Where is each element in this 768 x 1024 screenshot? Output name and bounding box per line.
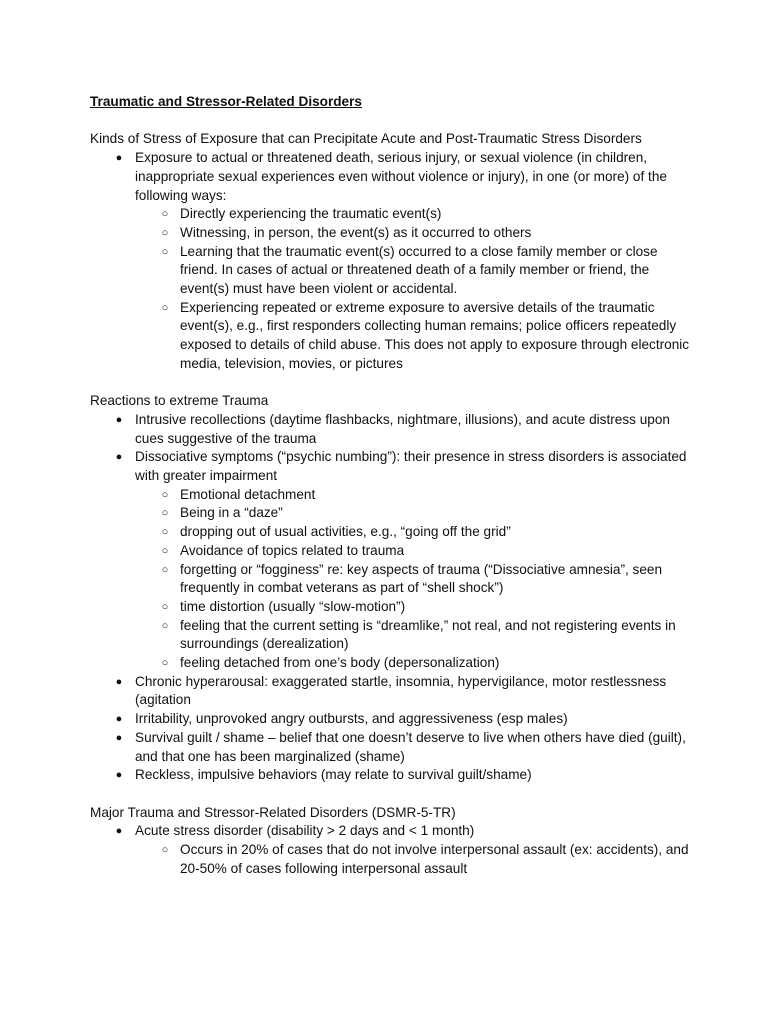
sub-list-item-text: Emotional detachment	[180, 486, 316, 502]
sub-list-item	[90, 504, 690, 523]
sub-list-item-text: time distortion (usually “slow-motion”)	[180, 598, 406, 614]
hollow-bullet-icon: ○	[161, 488, 169, 501]
sub-list-item	[90, 617, 690, 654]
filled-bullet-icon: ●	[115, 769, 123, 782]
sub-list-item-text: forgetting or “fogginess” re: key aspects of trauma (“Dissociative amnesia”, seen frequently in combat veterans as part of “shell shock”)	[180, 561, 663, 596]
list-item-text: Survival guilt / shame – belief that one doesn’t deserve to live when others have died (guilt), and that one has been marginalized (shame)	[135, 729, 686, 764]
filled-bullet-icon: ●	[115, 451, 123, 464]
spacer	[90, 112, 690, 131]
section-heading: Major Trauma and Stressor-Related Disorders (DSMR-5-TR)	[90, 804, 456, 820]
hollow-bullet-icon: ○	[161, 657, 169, 670]
list-item	[90, 729, 690, 766]
bullet-list	[90, 149, 690, 373]
sub-list-item	[90, 523, 690, 542]
sub-list-item-text: Avoidance of topics related to trauma	[180, 542, 405, 558]
section-heading: Reactions to extreme Trauma	[90, 393, 269, 409]
list-item	[90, 411, 690, 448]
list-item-text: Reckless, impulsive behaviors (may relate to survival guilt/shame)	[135, 767, 532, 783]
sub-list-item	[90, 598, 690, 617]
spacer	[90, 374, 690, 393]
list-item	[90, 448, 690, 485]
sub-list-item-text: Experiencing repeated or extreme exposure to aversive details of the traumatic event(s), e.g., first responders collecting human remains; police officers repeatedly exposed to details of child abuse. This does not apply to exposure through electronic media, television, movies, or pictures	[180, 299, 690, 371]
sub-list-item-text: Learning that the traumatic event(s) occurred to a close family member or close friend. In cases of actual or threatened death of a family member or friend, the event(s) must have been violent or accidental.	[180, 243, 658, 297]
hollow-bullet-icon: ○	[161, 526, 169, 539]
sub-list-item-text: Directly experiencing the traumatic event(s)	[180, 206, 442, 222]
sub-list-item	[90, 205, 690, 224]
list-item	[90, 766, 690, 785]
filled-bullet-icon: ●	[115, 825, 123, 838]
hollow-bullet-icon: ○	[161, 844, 169, 857]
hollow-bullet-icon: ○	[161, 563, 169, 576]
bullet-list	[90, 411, 690, 785]
list-item-text: Intrusive recollections (daytime flashbacks, nightmare, illusions), and acute distress upon cues suggestive of the trauma	[135, 411, 670, 446]
list-item	[90, 149, 690, 205]
sub-list-item-text: feeling detached from one’s body (depersonalization)	[180, 655, 500, 671]
list-item	[90, 710, 690, 729]
sub-list-item	[90, 224, 690, 243]
sub-list-item	[90, 561, 690, 598]
hollow-bullet-icon: ○	[161, 226, 169, 239]
sub-list-item-text: feeling that the current setting is “dreamlike,” not real, and not registering events in surroundings (derealization)	[180, 617, 676, 652]
sub-list-item	[90, 841, 690, 878]
hollow-bullet-icon: ○	[161, 544, 169, 557]
list-item-text: Dissociative symptoms (“psychic numbing”): their presence in stress disorders is associated with greater impairment	[135, 449, 687, 484]
bullet-list	[90, 822, 690, 878]
sub-list-item	[90, 243, 690, 299]
sections-container	[90, 130, 690, 878]
hollow-bullet-icon: ○	[161, 619, 169, 632]
list-item-text: Acute stress disorder (disability > 2 days and < 1 month)	[135, 823, 475, 839]
hollow-bullet-icon: ○	[161, 507, 169, 520]
document-content	[90, 93, 690, 878]
list-item	[90, 822, 690, 841]
hollow-bullet-icon: ○	[161, 301, 169, 314]
sub-list-item-text: Witnessing, in person, the event(s) as it occurred to others	[180, 224, 532, 240]
filled-bullet-icon: ●	[115, 675, 123, 688]
section	[90, 130, 690, 373]
section	[90, 392, 690, 785]
list-item-text: Exposure to actual or threatened death, serious injury, or sexual violence (in children, inappropriate sexual experiences even without violence or injury), in one (or more) of the following ways:	[135, 150, 667, 203]
section-heading: Kinds of Stress of Exposure that can Precipitate Acute and Post-Traumatic Stress Disorders	[90, 131, 642, 147]
list-item-text: Irritability, unprovoked angry outbursts, and aggressiveness (esp males)	[135, 711, 568, 727]
sub-list-item	[90, 486, 690, 505]
sub-list-item	[90, 299, 690, 374]
sub-list-item-text: dropping out of usual activities, e.g., “going off the grid”	[180, 524, 511, 540]
list-item	[90, 673, 690, 710]
sub-list-item	[90, 654, 690, 673]
filled-bullet-icon: ●	[115, 413, 123, 426]
document-title: Traumatic and Stressor-Related Disorders	[90, 94, 362, 109]
hollow-bullet-icon: ○	[161, 245, 169, 258]
hollow-bullet-icon: ○	[161, 600, 169, 613]
filled-bullet-icon: ●	[115, 152, 123, 165]
filled-bullet-icon: ●	[115, 713, 123, 726]
sub-list-item	[90, 542, 690, 561]
section	[90, 804, 690, 879]
list-item-text: Chronic hyperarousal: exaggerated startle, insomnia, hypervigilance, motor restlessness (agitation	[135, 673, 667, 708]
spacer	[90, 785, 690, 804]
hollow-bullet-icon: ○	[161, 208, 169, 221]
sub-list-item-text: Being in a “daze”	[180, 505, 283, 521]
filled-bullet-icon: ●	[115, 731, 123, 744]
sub-list-item-text: Occurs in 20% of cases that do not involve interpersonal assault (ex: accidents), and 20-50% of cases following interpersonal assault	[180, 842, 689, 876]
